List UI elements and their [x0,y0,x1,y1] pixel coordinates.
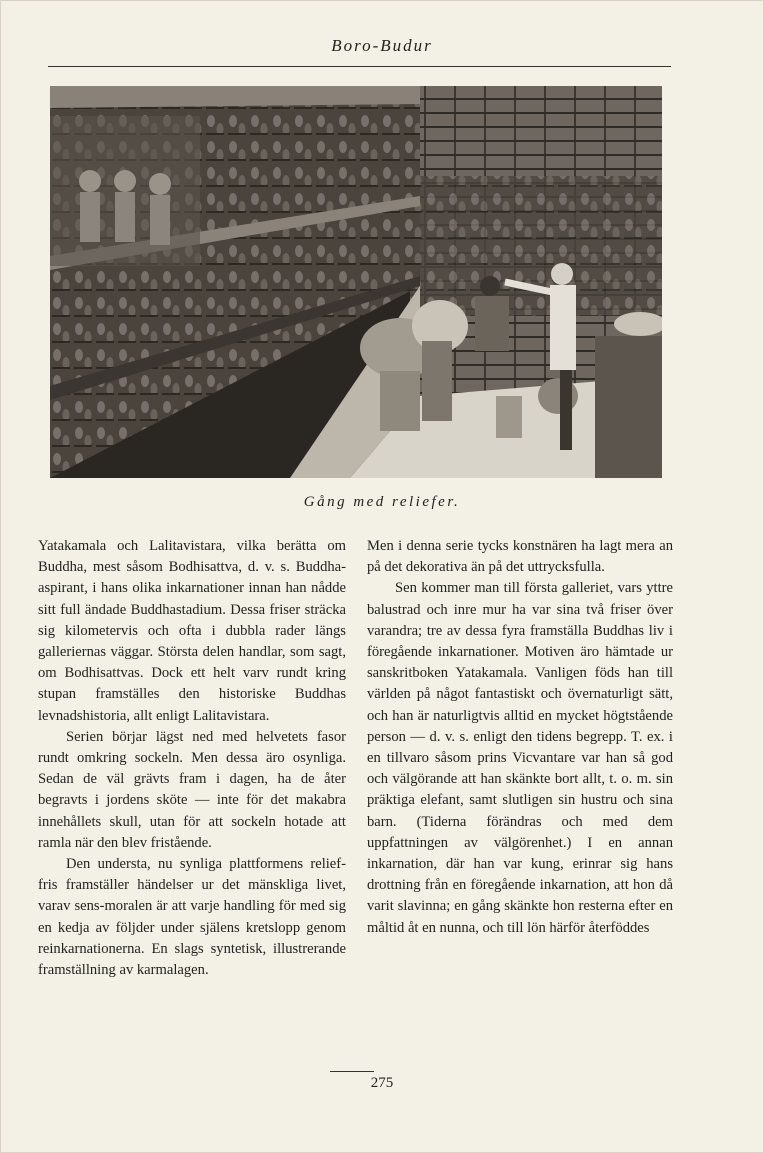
relief-gallery-photo [50,86,662,478]
paragraph: Yatakamala och Lalitavistara, vilka berätta om Buddha, mest såsom Bodhisattva, d. v. s. Buddha-aspirant, i hans olika inkarnationer innan han nådde sitt full ändade Buddhastadium. Dessa friser sträcka sig kilometervis och ofta i dubbla rader längs galleriernas väggar. Största delen handlar, som sagt, om Bodhisattvas. Dock ett helt varv rundt kring stupan framställes den historiske Buddhas levnadshistoria, allt enligt Lalitavistara. [38,538,346,724]
paragraph: Sen kommer man till första galleriet, vars yttre balustrad och inre mur ha var sina två friser över varandra; tre av dessa fyra framställa Buddhas liv i föregående inkarnationer. Motiven äro hämtade ur sanskritboken Yatakamala. Vanligen föds han till världen på något fantastiskt och övernaturligt sätt, och han är naturligtvis alltid en mycket högtstående person — d. v. s. enligt den tidens begrepp. T. ex. i en tillvaro såsom prins Vicvantare var han så god och välgörande att han skänkte bort allt, t. o. m. sin präktiga elefant, samt slutligen sin hustru och sina barn. (Tiderna förändras och med dem uppfattningen av välgörenhet.) I en annan inkarnation, där han var kung, erinrar sig hans drottning från en föregående inkarnation, att hon då varit slavinna; en gång skänkte hon resterna efter en måltid åt en nunna, och till lön härför återföddes [367,580,673,936]
paragraph: Den understa, nu synliga plattformens relief-fris framställer händelser ur det mänskliga livet, varav sens-moralen är att varje handling för med sig en kedja av följder under själens kretslopp genom reinkarnationerna. En slags syntetisk, illustrerande framställning av karmalagen. [38,856,346,979]
running-head: Boro-Budur [331,36,433,55]
page-number: 275 [370,1075,394,1091]
left-column [38,536,346,981]
paragraph: Serien börjar lägst ned med helvetets fasor rundt omkring sockeln. Men dessa äro osynliga. Sedan de väl grävts fram i dagen, ha de åter begravts i jordens sköte — inte för det makabra innehållets skull, utan för att sockeln hotade att ramla när den blev fristående. [38,728,346,851]
footer-rule [330,1071,374,1072]
right-column [367,536,673,939]
paragraph: Men i denna serie tycks konstnären ha lagt mera an på det dekorativa än på det uttrycksfulla. [367,538,673,576]
figure-caption: Gång med reliefer. [303,494,461,510]
header-rule [48,66,671,67]
photo-illustration [50,86,662,478]
